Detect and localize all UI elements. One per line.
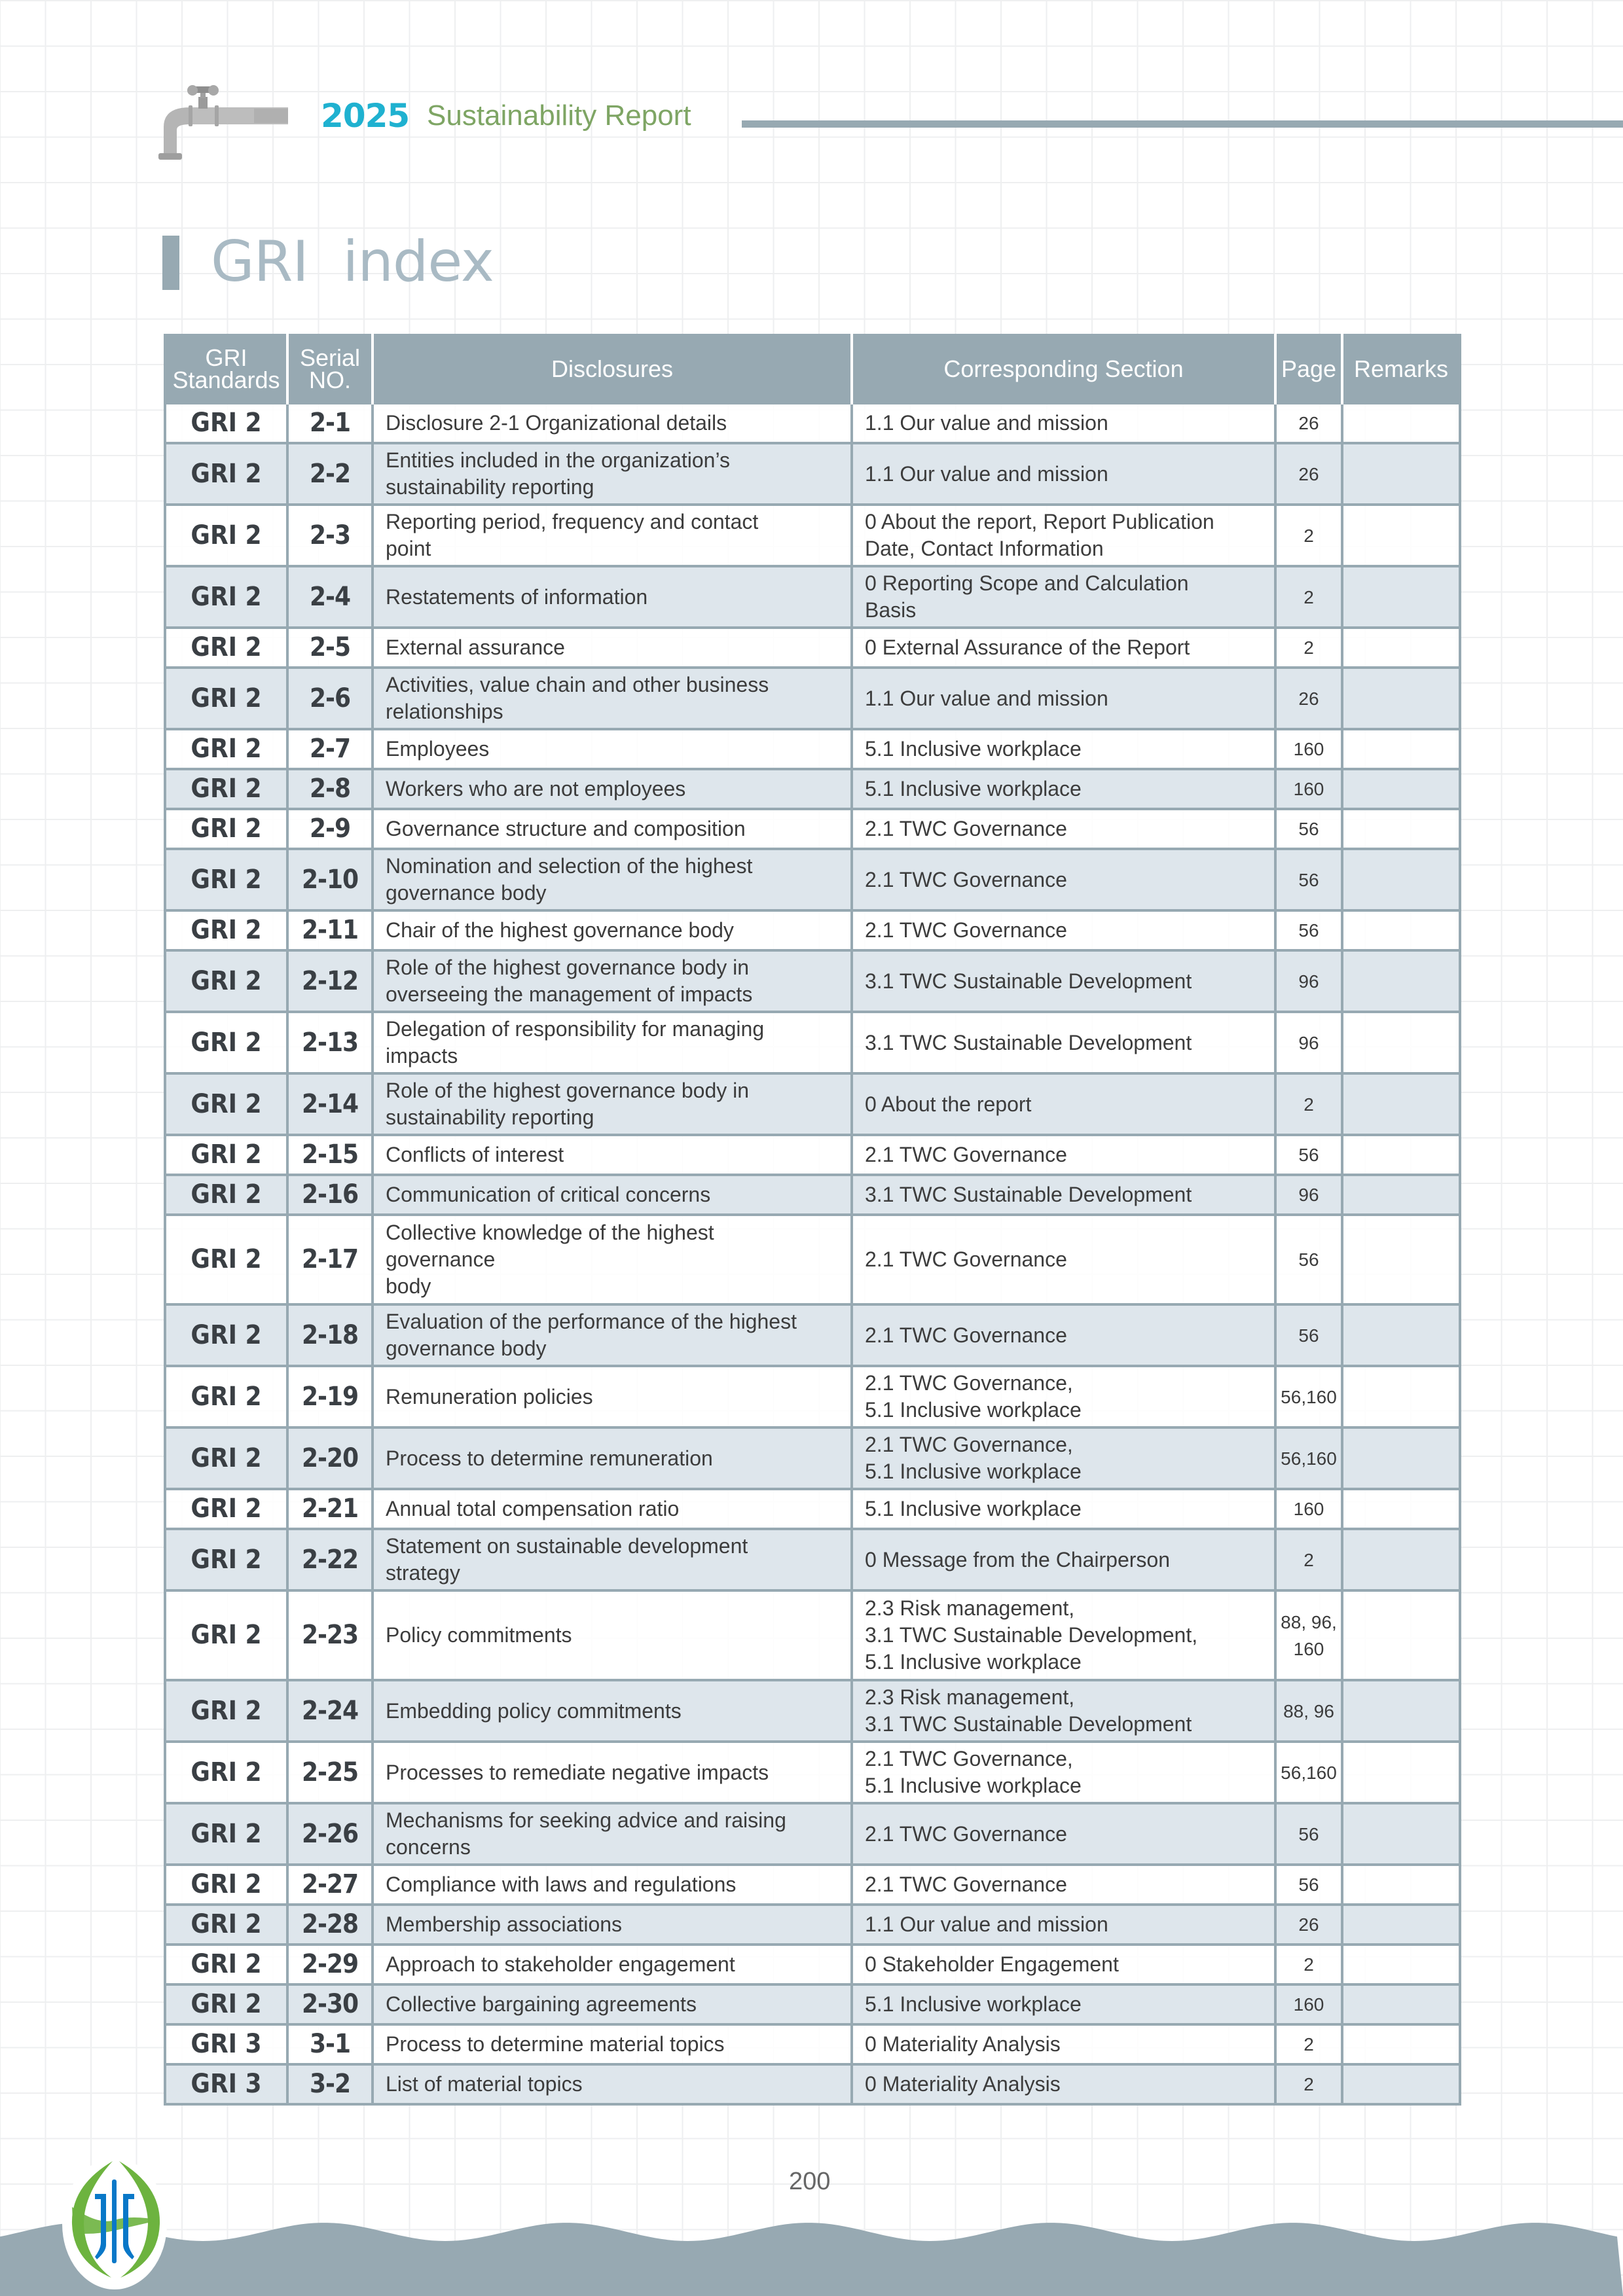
disclosure-cell: Role of the highest governance body in sustainability reporting (373, 1073, 852, 1135)
remarks-cell (1342, 668, 1460, 729)
serial-number-cell: 2-18 (287, 1304, 373, 1366)
disclosure-cell: Remuneration policies (373, 1366, 852, 1427)
disclosure-cell: Nomination and selection of the highest governance body (373, 849, 852, 910)
gri-standard-cell: GRI 2 (165, 849, 287, 910)
section-cell: 0 About the report, Report Publication Date, Contact Information (852, 505, 1275, 566)
page-cell: 2 (1275, 2024, 1342, 2064)
disclosure-cell: Approach to stakeholder engagement (373, 1945, 852, 1984)
gri-standard-cell: GRI 2 (165, 1803, 287, 1865)
table-row (165, 1984, 1460, 2024)
table-row (165, 1590, 1460, 1680)
serial-number-cell: 2-22 (287, 1529, 373, 1590)
remarks-cell (1342, 1427, 1460, 1489)
page-cell: 56,160 (1275, 1366, 1342, 1427)
remarks-cell (1342, 769, 1460, 809)
remarks-cell (1342, 1215, 1460, 1304)
page-cell: 96 (1275, 950, 1342, 1012)
disclosure-cell: External assurance (373, 628, 852, 668)
gri-standard-cell: GRI 2 (165, 1865, 287, 1905)
gri-standard-cell: GRI 2 (165, 769, 287, 809)
remarks-cell (1342, 1304, 1460, 1366)
remarks-cell (1342, 1742, 1460, 1803)
disclosure-cell: Embedding policy commitments (373, 1680, 852, 1742)
remarks-cell (1342, 566, 1460, 628)
remarks-cell (1342, 1905, 1460, 1945)
table-body (165, 403, 1460, 2104)
section-cell: 2.1 TWC Governance, 5.1 Inclusive workplace (852, 1366, 1275, 1427)
column-header-page: Page (1275, 335, 1342, 403)
page-cell: 96 (1275, 1175, 1342, 1215)
disclosure-cell: Collective knowledge of the highest governance body (373, 1215, 852, 1304)
gri-standard-cell: GRI 2 (165, 1304, 287, 1366)
gri-index-table (164, 334, 1461, 2106)
table-row (165, 1304, 1460, 1366)
gri-standard-cell: GRI 2 (165, 668, 287, 729)
report-year: 2025 (321, 97, 410, 135)
section-cell: 1.1 Our value and mission (852, 443, 1275, 505)
serial-number-cell: 2-13 (287, 1012, 373, 1073)
gri-standard-cell: GRI 2 (165, 1427, 287, 1489)
gri-standard-cell: GRI 2 (165, 809, 287, 849)
table-row (165, 729, 1460, 769)
remarks-cell (1342, 1945, 1460, 1984)
section-cell: 2.1 TWC Governance (852, 1803, 1275, 1865)
page-cell: 160 (1275, 1984, 1342, 2024)
company-logo-icon (59, 2147, 170, 2291)
serial-number-cell: 2-27 (287, 1865, 373, 1905)
table-row (165, 443, 1460, 505)
table-row (165, 1427, 1460, 1489)
disclosure-cell: Entities included in the organization’s sustainability reporting (373, 443, 852, 505)
table-header-row (165, 335, 1460, 403)
section-cell: 0 Materiality Analysis (852, 2024, 1275, 2064)
remarks-cell (1342, 729, 1460, 769)
section-cell: 2.1 TWC Governance, 5.1 Inclusive workplace (852, 1427, 1275, 1489)
section-cell: 3.1 TWC Sustainable Development (852, 950, 1275, 1012)
page-cell: 2 (1275, 1945, 1342, 1984)
serial-number-cell: 2-1 (287, 403, 373, 443)
page-cell: 56 (1275, 1865, 1342, 1905)
page-number: 200 (789, 2168, 831, 2195)
section-cell: 1.1 Our value and mission (852, 668, 1275, 729)
table-row (165, 769, 1460, 809)
page-cell: 26 (1275, 1905, 1342, 1945)
disclosure-cell: Compliance with laws and regulations (373, 1865, 852, 1905)
page-cell: 96 (1275, 1012, 1342, 1073)
table-row (165, 1680, 1460, 1742)
serial-number-cell: 2-29 (287, 1945, 373, 1984)
gri-standard-cell: GRI 2 (165, 505, 287, 566)
gri-standard-cell: GRI 2 (165, 1135, 287, 1175)
disclosure-cell: Activities, value chain and other business relationships (373, 668, 852, 729)
remarks-cell (1342, 1529, 1460, 1590)
section-cell: 1.1 Our value and mission (852, 1905, 1275, 1945)
table-row (165, 809, 1460, 849)
table-row (165, 1175, 1460, 1215)
remarks-cell (1342, 1984, 1460, 2024)
section-cell: 2.1 TWC Governance, 5.1 Inclusive workplace (852, 1742, 1275, 1803)
disclosure-cell: Annual total compensation ratio (373, 1489, 852, 1529)
page-cell: 2 (1275, 2064, 1342, 2104)
table-row (165, 1215, 1460, 1304)
remarks-cell (1342, 2024, 1460, 2064)
serial-number-cell: 3-1 (287, 2024, 373, 2064)
section-cell: 0 About the report (852, 1073, 1275, 1135)
column-header-section: Corresponding Section (852, 335, 1275, 403)
serial-number-cell: 2-17 (287, 1215, 373, 1304)
serial-number-cell: 2-5 (287, 628, 373, 668)
remarks-cell (1342, 403, 1460, 443)
table-row (165, 950, 1460, 1012)
disclosure-cell: Restatements of information (373, 566, 852, 628)
table-row (165, 1905, 1460, 1945)
gri-standard-cell: GRI 2 (165, 1742, 287, 1803)
section-cell: 2.3 Risk management, 3.1 TWC Sustainable Development (852, 1680, 1275, 1742)
page-cell: 56 (1275, 849, 1342, 910)
table-row (165, 505, 1460, 566)
section-cell: 0 Message from the Chairperson (852, 1529, 1275, 1590)
section-cell: 2.1 TWC Governance (852, 1865, 1275, 1905)
gri-standard-cell: GRI 2 (165, 1366, 287, 1427)
remarks-cell (1342, 1366, 1460, 1427)
serial-number-cell: 2-3 (287, 505, 373, 566)
remarks-cell (1342, 809, 1460, 849)
gri-standard-cell: GRI 2 (165, 1680, 287, 1742)
title-accent-bar (162, 236, 179, 290)
gri-standard-cell: GRI 2 (165, 1012, 287, 1073)
gri-standard-cell: GRI 3 (165, 2064, 287, 2104)
disclosure-cell: Processes to remediate negative impacts (373, 1742, 852, 1803)
section-cell: 2.1 TWC Governance (852, 910, 1275, 950)
report-title: Sustainability Report (427, 99, 691, 132)
serial-number-cell: 2-19 (287, 1366, 373, 1427)
table-row (165, 1073, 1460, 1135)
serial-number-cell: 2-21 (287, 1489, 373, 1529)
remarks-cell (1342, 910, 1460, 950)
faucet-icon (157, 84, 314, 162)
page-cell: 56 (1275, 809, 1342, 849)
gri-standard-cell: GRI 2 (165, 950, 287, 1012)
disclosure-cell: List of material topics (373, 2064, 852, 2104)
section-cell: 2.1 TWC Governance (852, 1215, 1275, 1304)
section-cell: 5.1 Inclusive workplace (852, 769, 1275, 809)
serial-number-cell: 2-16 (287, 1175, 373, 1215)
column-header-serial: Serial NO. (287, 335, 373, 403)
section-cell: 1.1 Our value and mission (852, 403, 1275, 443)
page-cell: 160 (1275, 729, 1342, 769)
serial-number-cell: 2-2 (287, 443, 373, 505)
disclosure-cell: Mechanisms for seeking advice and raising concerns (373, 1803, 852, 1865)
footer-wave (0, 2206, 1623, 2296)
page-cell: 26 (1275, 403, 1342, 443)
gri-standard-cell: GRI 2 (165, 1489, 287, 1529)
gri-standard-cell: GRI 3 (165, 2024, 287, 2064)
section-cell: 3.1 TWC Sustainable Development (852, 1175, 1275, 1215)
page-cell: 56 (1275, 910, 1342, 950)
section-cell: 5.1 Inclusive workplace (852, 1489, 1275, 1529)
serial-number-cell: 2-30 (287, 1984, 373, 2024)
section-cell: 5.1 Inclusive workplace (852, 1984, 1275, 2024)
disclosure-cell: Process to determine remuneration (373, 1427, 852, 1489)
section-cell: 0 Reporting Scope and Calculation Basis (852, 566, 1275, 628)
table-row (165, 1529, 1460, 1590)
remarks-cell (1342, 1803, 1460, 1865)
gri-standard-cell: GRI 2 (165, 1984, 287, 2024)
serial-number-cell: 2-6 (287, 668, 373, 729)
page-cell: 26 (1275, 668, 1342, 729)
page-cell: 56 (1275, 1135, 1342, 1175)
table-row (165, 1945, 1460, 1984)
page-title: GRI index (211, 229, 494, 295)
table-row (165, 566, 1460, 628)
remarks-cell (1342, 849, 1460, 910)
page-cell: 56 (1275, 1803, 1342, 1865)
column-header-standards: GRI Standards (165, 335, 287, 403)
serial-number-cell: 2-25 (287, 1742, 373, 1803)
section-cell: 2.1 TWC Governance (852, 809, 1275, 849)
table-row (165, 1366, 1460, 1427)
page-cell: 2 (1275, 1529, 1342, 1590)
disclosure-cell: Role of the highest governance body in overseeing the management of impacts (373, 950, 852, 1012)
remarks-cell (1342, 1135, 1460, 1175)
disclosure-cell: Process to determine material topics (373, 2024, 852, 2064)
serial-number-cell: 2-8 (287, 769, 373, 809)
serial-number-cell: 2-26 (287, 1803, 373, 1865)
gri-standard-cell: GRI 2 (165, 910, 287, 950)
remarks-cell (1342, 1012, 1460, 1073)
page-cell: 56 (1275, 1304, 1342, 1366)
remarks-cell (1342, 1680, 1460, 1742)
section-cell: 0 Stakeholder Engagement (852, 1945, 1275, 1984)
page-cell: 2 (1275, 1073, 1342, 1135)
page-cell: 56 (1275, 1215, 1342, 1304)
disclosure-cell: Reporting period, frequency and contact point (373, 505, 852, 566)
remarks-cell (1342, 628, 1460, 668)
disclosure-cell: Statement on sustainable development strategy (373, 1529, 852, 1590)
table-row (165, 849, 1460, 910)
gri-standard-cell: GRI 2 (165, 729, 287, 769)
table-row (165, 1803, 1460, 1865)
section-cell: 2.1 TWC Governance (852, 849, 1275, 910)
serial-number-cell: 2-28 (287, 1905, 373, 1945)
serial-number-cell: 2-10 (287, 849, 373, 910)
disclosure-cell: Communication of critical concerns (373, 1175, 852, 1215)
page-cell: 88, 96 (1275, 1680, 1342, 1742)
disclosure-cell: Conflicts of interest (373, 1135, 852, 1175)
remarks-cell (1342, 1175, 1460, 1215)
disclosure-cell: Workers who are not employees (373, 769, 852, 809)
table-row (165, 1865, 1460, 1905)
table-row (165, 403, 1460, 443)
section-cell: 0 External Assurance of the Report (852, 628, 1275, 668)
table-row (165, 2024, 1460, 2064)
column-header-disclosures: Disclosures (373, 335, 852, 403)
disclosure-cell: Collective bargaining agreements (373, 1984, 852, 2024)
table-row (165, 1742, 1460, 1803)
table-row (165, 628, 1460, 668)
serial-number-cell: 2-15 (287, 1135, 373, 1175)
serial-number-cell: 2-23 (287, 1590, 373, 1680)
table-row (165, 910, 1460, 950)
table-row (165, 1135, 1460, 1175)
gri-standard-cell: GRI 2 (165, 566, 287, 628)
serial-number-cell: 3-2 (287, 2064, 373, 2104)
gri-standard-cell: GRI 2 (165, 1215, 287, 1304)
serial-number-cell: 2-14 (287, 1073, 373, 1135)
gri-standard-cell: GRI 2 (165, 443, 287, 505)
remarks-cell (1342, 950, 1460, 1012)
disclosure-cell: Membership associations (373, 1905, 852, 1945)
serial-number-cell: 2-24 (287, 1680, 373, 1742)
serial-number-cell: 2-20 (287, 1427, 373, 1489)
disclosure-cell: Delegation of responsibility for managing impacts (373, 1012, 852, 1073)
remarks-cell (1342, 2064, 1460, 2104)
header-rule (742, 120, 1623, 128)
serial-number-cell: 2-4 (287, 566, 373, 628)
gri-standard-cell: GRI 2 (165, 628, 287, 668)
table-row (165, 1489, 1460, 1529)
page-cell: 160 (1275, 769, 1342, 809)
remarks-cell (1342, 443, 1460, 505)
section-cell: 0 Materiality Analysis (852, 2064, 1275, 2104)
page-cell: 2 (1275, 505, 1342, 566)
disclosure-cell: Governance structure and composition (373, 809, 852, 849)
gri-standard-cell: GRI 2 (165, 1905, 287, 1945)
gri-standard-cell: GRI 2 (165, 403, 287, 443)
page-cell: 26 (1275, 443, 1342, 505)
page-cell: 88, 96, 160 (1275, 1590, 1342, 1680)
page-cell: 56,160 (1275, 1427, 1342, 1489)
gri-standard-cell: GRI 2 (165, 1945, 287, 1984)
remarks-cell (1342, 1590, 1460, 1680)
disclosure-cell: Policy commitments (373, 1590, 852, 1680)
remarks-cell (1342, 1865, 1460, 1905)
serial-number-cell: 2-11 (287, 910, 373, 950)
gri-standard-cell: GRI 2 (165, 1529, 287, 1590)
section-cell: 2.3 Risk management, 3.1 TWC Sustainable Development, 5.1 Inclusive workplace (852, 1590, 1275, 1680)
section-cell: 5.1 Inclusive workplace (852, 729, 1275, 769)
disclosure-cell: Chair of the highest governance body (373, 910, 852, 950)
remarks-cell (1342, 1073, 1460, 1135)
serial-number-cell: 2-9 (287, 809, 373, 849)
section-cell: 2.1 TWC Governance (852, 1304, 1275, 1366)
table-row (165, 1012, 1460, 1073)
disclosure-cell: Employees (373, 729, 852, 769)
gri-standard-cell: GRI 2 (165, 1073, 287, 1135)
gri-standard-cell: GRI 2 (165, 1590, 287, 1680)
serial-number-cell: 2-7 (287, 729, 373, 769)
page-cell: 160 (1275, 1489, 1342, 1529)
table-row (165, 2064, 1460, 2104)
page-cell: 2 (1275, 628, 1342, 668)
table-row (165, 668, 1460, 729)
page-cell: 2 (1275, 566, 1342, 628)
column-header-remarks: Remarks (1342, 335, 1460, 403)
serial-number-cell: 2-12 (287, 950, 373, 1012)
remarks-cell (1342, 1489, 1460, 1529)
disclosure-cell: Disclosure 2-1 Organizational details (373, 403, 852, 443)
gri-standard-cell: GRI 2 (165, 1175, 287, 1215)
disclosure-cell: Evaluation of the performance of the highest governance body (373, 1304, 852, 1366)
section-cell: 2.1 TWC Governance (852, 1135, 1275, 1175)
remarks-cell (1342, 505, 1460, 566)
section-cell: 3.1 TWC Sustainable Development (852, 1012, 1275, 1073)
page-cell: 56,160 (1275, 1742, 1342, 1803)
